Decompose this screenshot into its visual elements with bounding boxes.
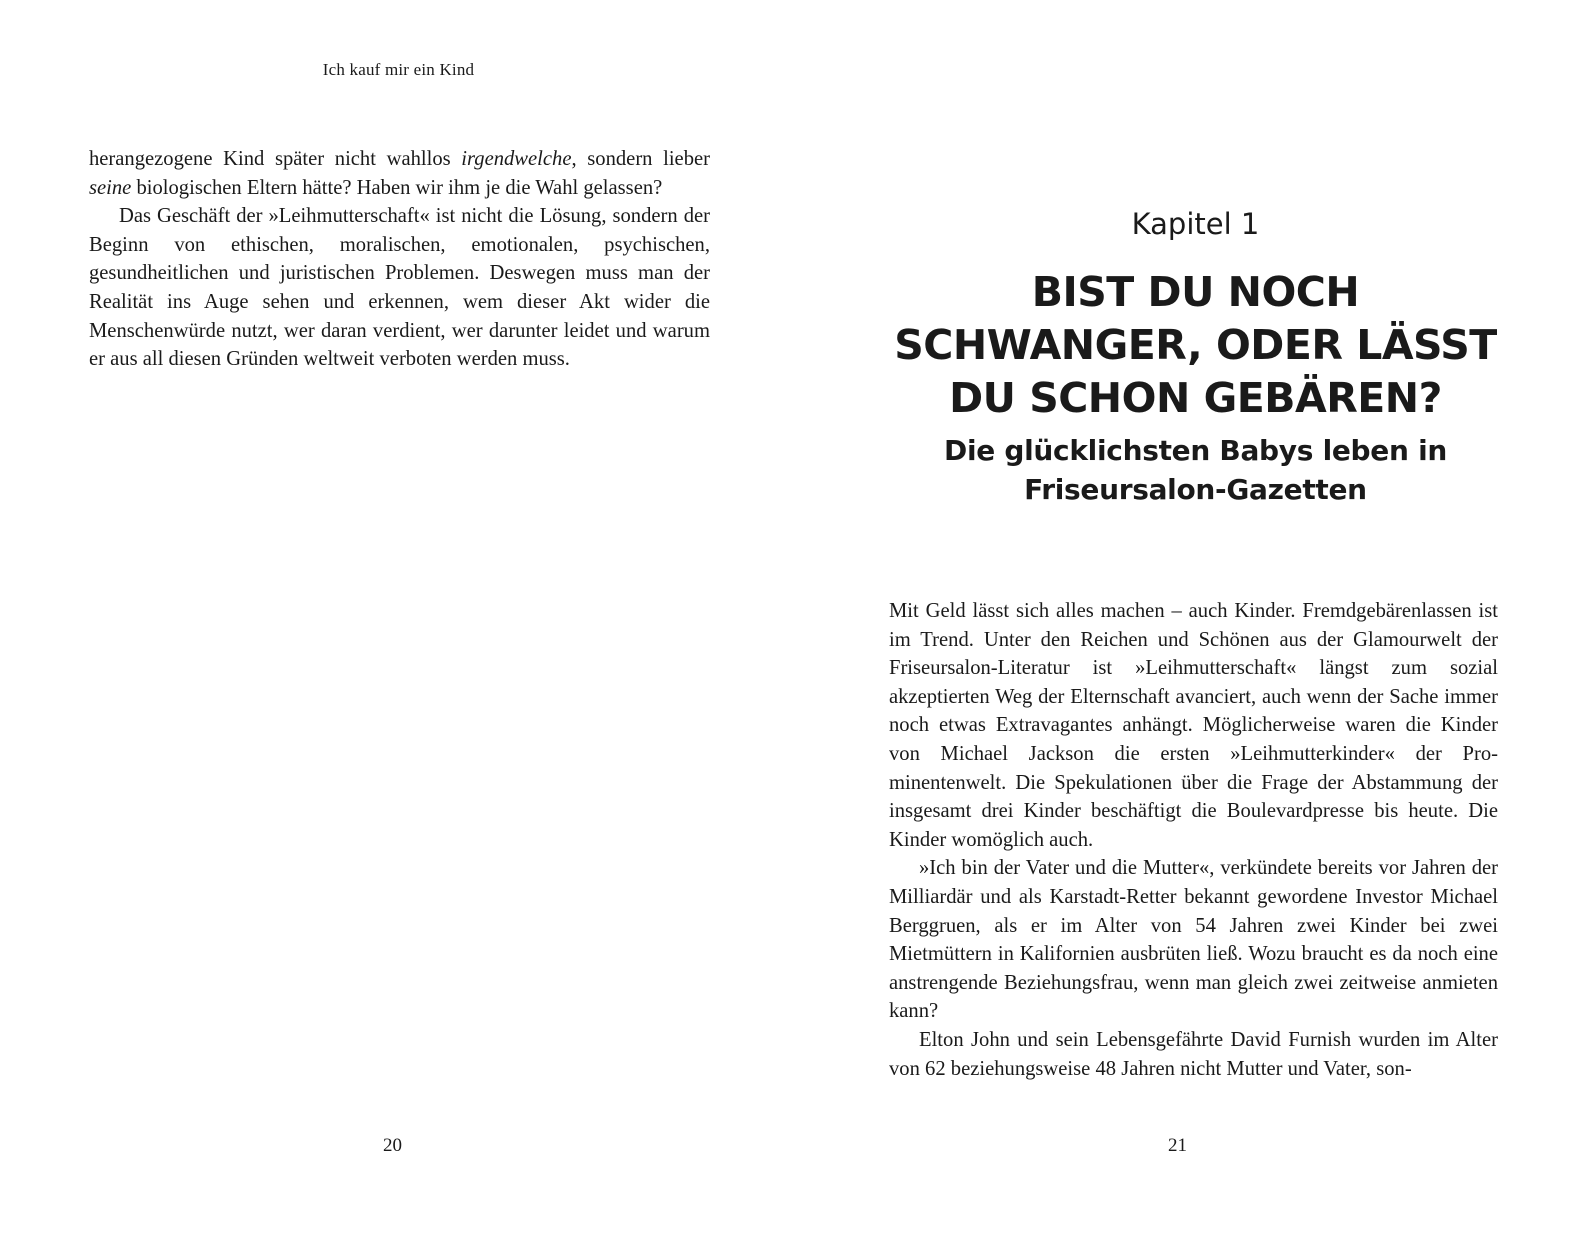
- running-head: Ich kauf mir ein Kind: [322, 60, 475, 79]
- chapter-label: Kapitel 1: [1131, 207, 1260, 241]
- chapter-title-line-3: DU SCHON GEBÄREN?: [949, 374, 1442, 422]
- right-paragraph-2: »Ich bin der Vater und die Mutter«, verkündete bereits vor Jahren der Milliardär und als Karstadt-Retter bekannt gewordene Investor Michael Berggruen, als er im Alter von 54 Jahren zwei Kinder bei zwei Mietmüttern in Kalifornien ausbrüten ließ. Wozu braucht es da noch eine anstrengende Beziehungsfrau, wenn man gleich zwei zeitweise anmieten kann?: [889, 857, 1498, 1023]
- left-paragraph-1-italic-a: irgendwelche: [461, 148, 572, 170]
- left-paragraph-1-text-c: biologischen Eltern hätte? Haben wir ihm je die Wahl gelassen?: [131, 176, 663, 199]
- left-paragraph-1-text-b: , sondern lieber: [571, 148, 710, 170]
- page-number-right: 21: [1168, 1135, 1187, 1156]
- chapter-subtitle: [797, 431, 1594, 509]
- left-body-text: [89, 145, 710, 374]
- right-paragraph-1: Mit Geld lässt sich alles machen – auch Kinder. Fremdgebärenlassen ist im Trend. Unter den Reichen und Schönen aus der Glamourwelt der Friseursalon-Literatur ist »Leihmutterschaft« längst zum sozial akzeptierten Weg der Elternschaft avanciert, auch wenn der Sache immer noch etwas Extravagantes anhängt. Möglicherweise waren die Kinder von Michael Jackson die ersten »Leihmutterkinder« der Prominentenwelt. Die Spekulationen über die Frage der Abstammung der insgesamt drei Kinder beschäftigt die Boulevardpresse bis heute. Die Kinder womöglich auch.: [889, 600, 1498, 851]
- right-paragraph-3: Elton John und sein Lebensgefährte David Furnish wurden im Alter von 62 beziehungsweise 48 Jahren nicht Mutter und Vater, son-: [889, 1028, 1498, 1080]
- left-paragraph-1: [89, 145, 710, 202]
- right-page: [797, 0, 1594, 1240]
- chapter-subtitle-line-2: Friseursalon-Gazetten: [1024, 473, 1367, 506]
- right-body-text: [889, 597, 1498, 1083]
- chapter-title-line-2: SCHWANGER, ODER LÄSST: [894, 321, 1497, 369]
- left-paragraph-2: Das Geschäft der »Leihmutterschaft« ist nicht die Lösung, sondern der Beginn von ethischen, moralischen, emotionalen, psychischen, gesundheitlichen und juristischen Problemen. Deswegen muss man der Realität ins Auge sehen und erkennen, wem dieser Akt wider die Menschenwürde nutzt, wer daran verdient, wer darunter leidet und warum er aus all diesen Gründen weltweit verboten werden muss.: [89, 205, 710, 371]
- chapter-subtitle-line-1: Die glücklichsten Babys leben in: [944, 434, 1447, 467]
- page-number-left: 20: [383, 1135, 402, 1156]
- chapter-title: [797, 266, 1594, 425]
- left-paragraph-1-italic-b: seine: [89, 176, 132, 199]
- left-paragraph-1-text-a: herangezogene Kind später nicht wahllos: [89, 148, 462, 170]
- chapter-title-line-1: BIST DU NOCH: [1031, 268, 1360, 316]
